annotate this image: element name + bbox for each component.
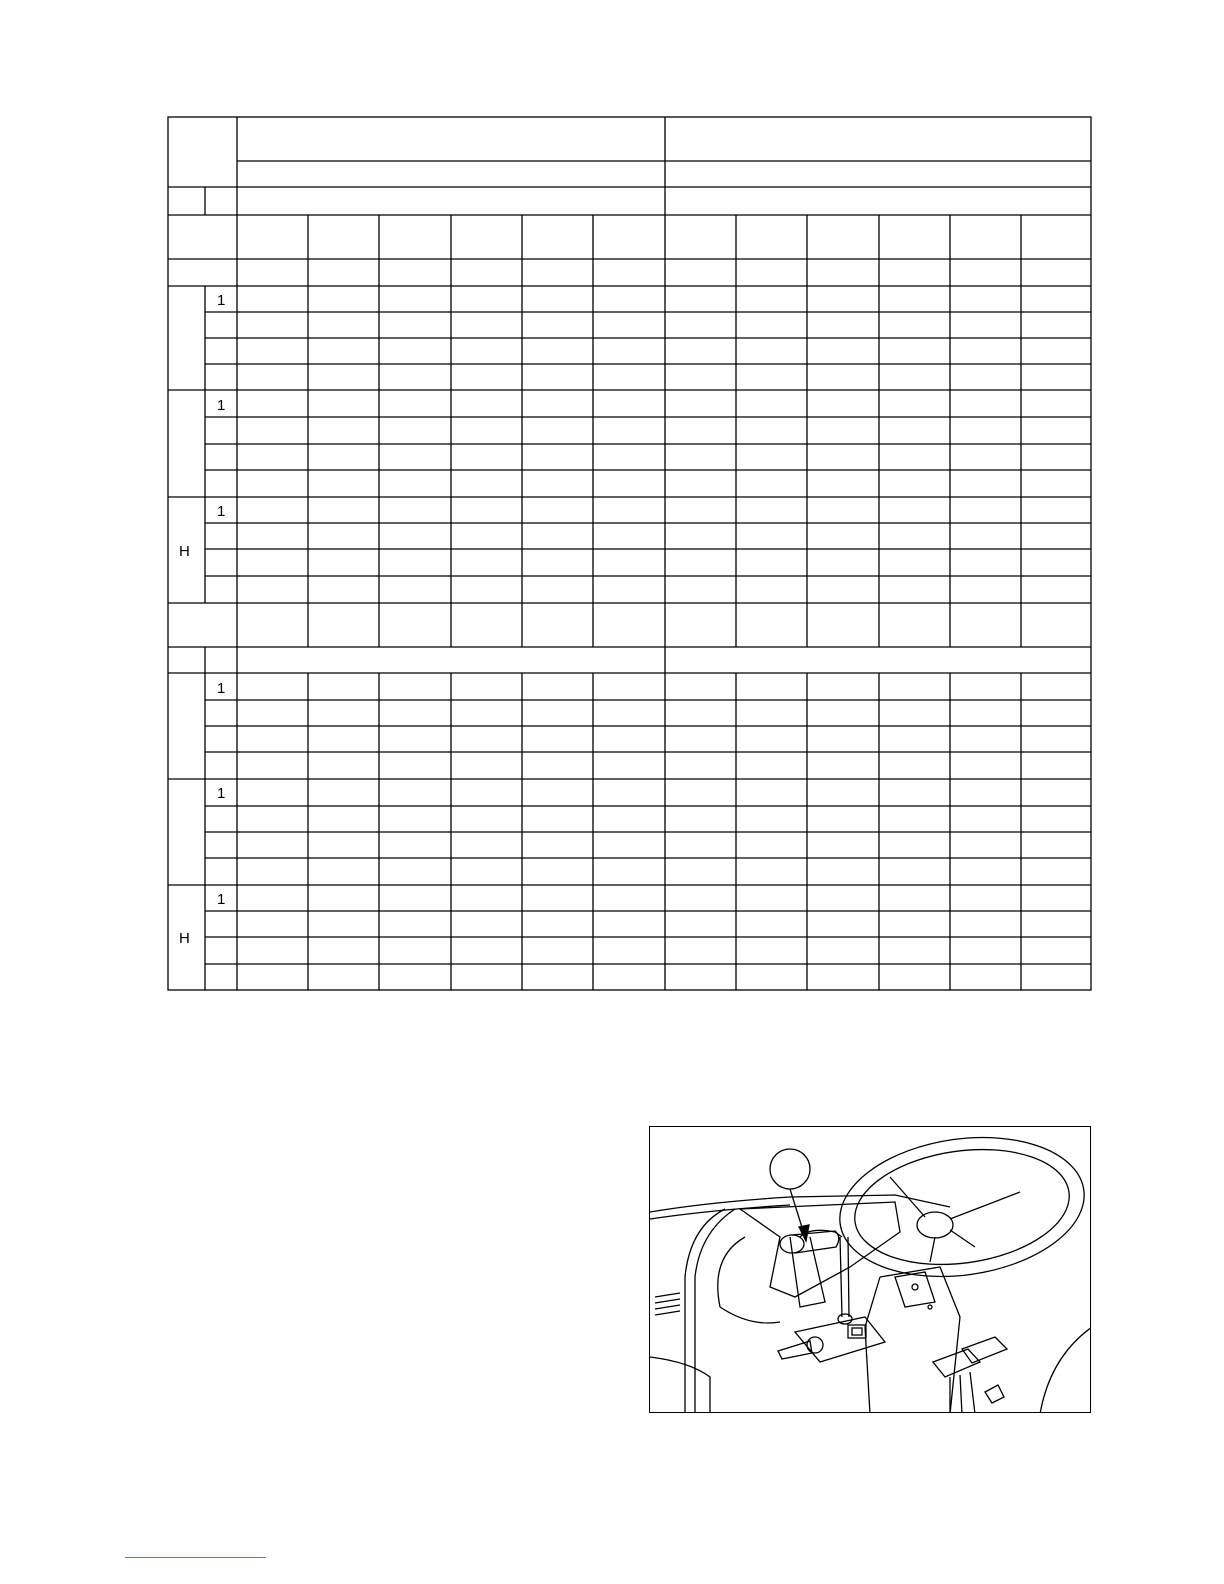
range-label-high-a: H [179,543,190,560]
range-label-high-b: H [179,930,190,947]
gear-label-1b: 1 [217,397,226,414]
callout-circle [770,1149,810,1189]
gear-label-1e: 1 [217,785,226,802]
footer-link-rule [125,1557,266,1558]
gear-label-1a: 1 [217,292,226,309]
gear-label-1f: 1 [217,891,226,908]
gear-label-1c: 1 [217,503,226,520]
tractor-dashboard-illustration [650,1127,1091,1413]
transmission-lever-figure [649,1126,1091,1413]
table-frame [168,117,1091,990]
gear-label-1d: 1 [217,680,226,697]
